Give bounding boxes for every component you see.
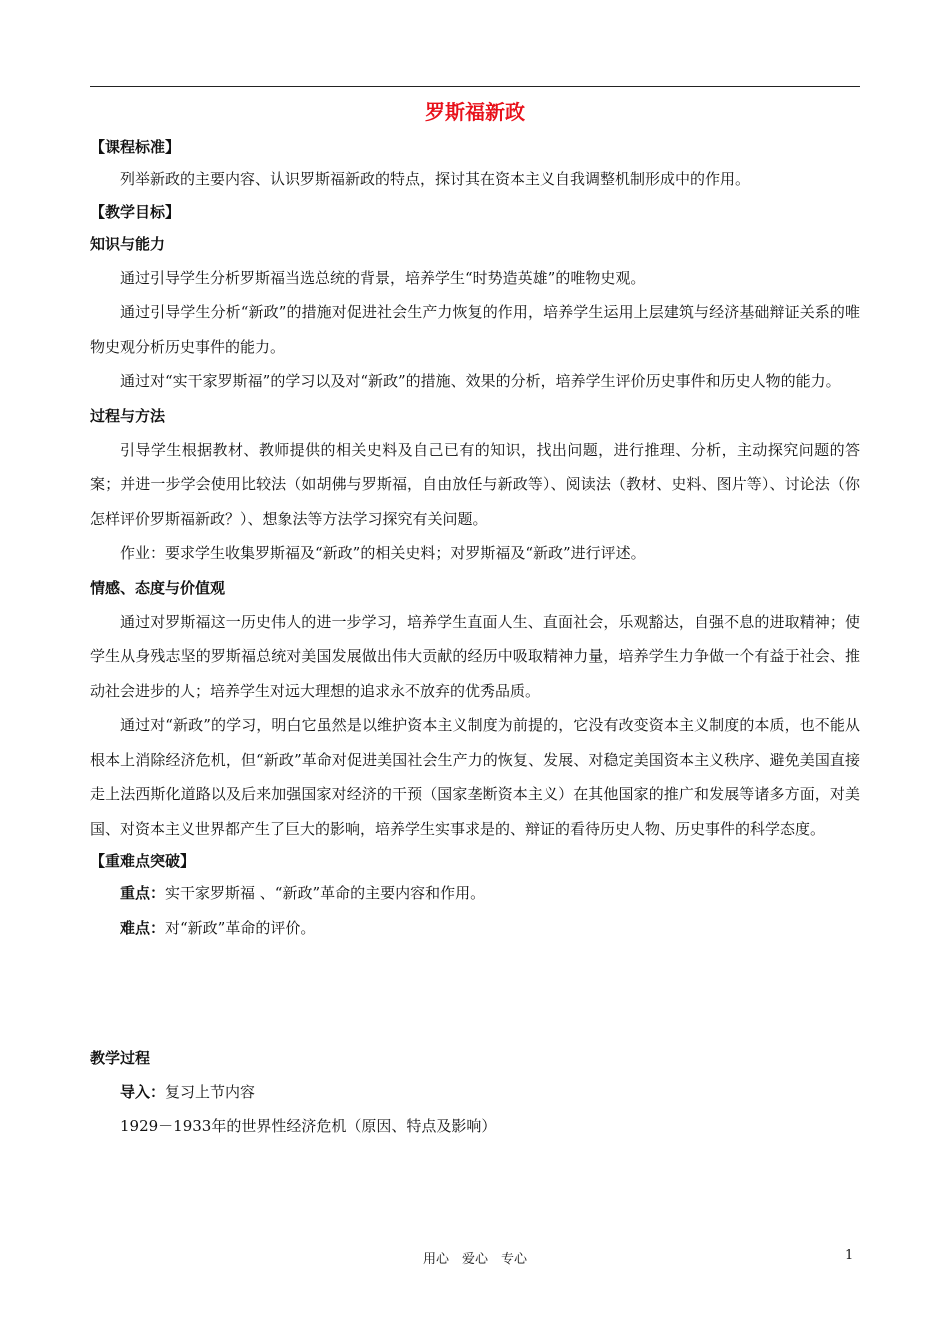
- paragraph: 通过对“实干家罗斯福”的学习以及对“新政”的措施、效果的分析，培养学生评价历史事件和历史人物的能力。: [120, 372, 841, 390]
- footer-motto: 用心 爱心 专心: [422, 1252, 527, 1267]
- difficulty-text: 对“新政”革命的评价。: [165, 918, 316, 937]
- focus-label: 重点：: [120, 884, 166, 902]
- subheading-emotion: 情感、态度与价值观: [90, 578, 226, 597]
- page-number: 1: [845, 1248, 854, 1263]
- section-heading-teaching-process: 教学过程: [90, 1049, 151, 1067]
- focus-text: 实干家罗斯福 、“新政”革命的主要内容和作用。: [165, 884, 486, 902]
- subheading-knowledge: 知识与能力: [90, 234, 166, 253]
- subheading-process-method: 过程与方法: [90, 406, 166, 425]
- difficulty-line: [90, 911, 860, 946]
- paragraph: 作业：要求学生收集罗斯福及“新政”的相关史料；对罗斯福及“新政”进行评述。: [120, 544, 646, 562]
- section-heading-objectives: 【教学目标】: [90, 202, 181, 221]
- paragraph: 引导学生根据教材、教师提供的相关史料及自己已有的知识，找出问题，进行推理、分析，主动探究问题的答案；并进一步学会使用比较法（如胡佛与罗斯福，自由放任与新政等）、阅读法（教材、史料、图片等）、讨论法（你怎样评价罗斯福新政？）、想象法等方法学习探究有关问题。: [90, 440, 860, 528]
- section-heading-curriculum: 【课程标准】: [90, 138, 181, 156]
- paragraph: 通过引导学生分析“新政”的措施对促进社会生产力恢复的作用，培养学生运用上层建筑与经济基础辩证关系的唯物史观分析历史事件的能力。: [90, 303, 860, 356]
- vertical-gap: [90, 945, 860, 1041]
- page-title: 罗斯福新政: [425, 100, 525, 124]
- section-heading-keypoints: 【重难点突破】: [90, 852, 196, 870]
- paragraph: 通过引导学生分析罗斯福当选总统的背景，培养学生“时势造英雄”的唯物史观。: [120, 268, 646, 287]
- paragraph: 通过对“新政”的学习，明白它虽然是以维护资本主义制度为前提的，它没有改变资本主义制度的本质，也不能从根本上消除经济危机，但“新政”革命对促进美国社会生产力的恢复、发展、对稳定美国资本主义秩序、避免美国直接走上法西斯化道路以及后来加强国家对经济的干预（国家垄断资本主义）在其他国家的推广和发展等诸多方面，对美国、对资本主义世界都产生了巨大的影响，培养学生实事求是的、辩证的看待历史人物、历史事件的科学态度。: [90, 716, 860, 838]
- header-rule: [90, 86, 860, 87]
- difficulty-label: 难点：: [120, 918, 166, 937]
- document-body: [90, 132, 860, 1143]
- paragraph: 通过对罗斯福这一历史伟人的进一步学习，培养学生直面人生、直面社会，乐观豁达，自强不息的进取精神；使学生从身残志坚的罗斯福总统对美国发展做出伟大贡献的经历中吸取精神力量，培养学生力争做一个有益于社会、推动社会进步的人；培养学生对远大理想的追求永不放弃的优秀品质。: [90, 612, 860, 700]
- curriculum-text: 列举新政的主要内容、认识罗斯福新政的特点，探讨其在资本主义自我调整机制形成中的作用。: [120, 170, 751, 188]
- focus-line: [90, 876, 860, 911]
- intro-label: 导入：: [120, 1083, 166, 1101]
- intro-line: [90, 1075, 860, 1109]
- intro-text: 复习上节内容: [165, 1083, 256, 1101]
- review-line: 1929－1933年的世界性经济危机（原因、特点及影响）: [120, 1117, 497, 1135]
